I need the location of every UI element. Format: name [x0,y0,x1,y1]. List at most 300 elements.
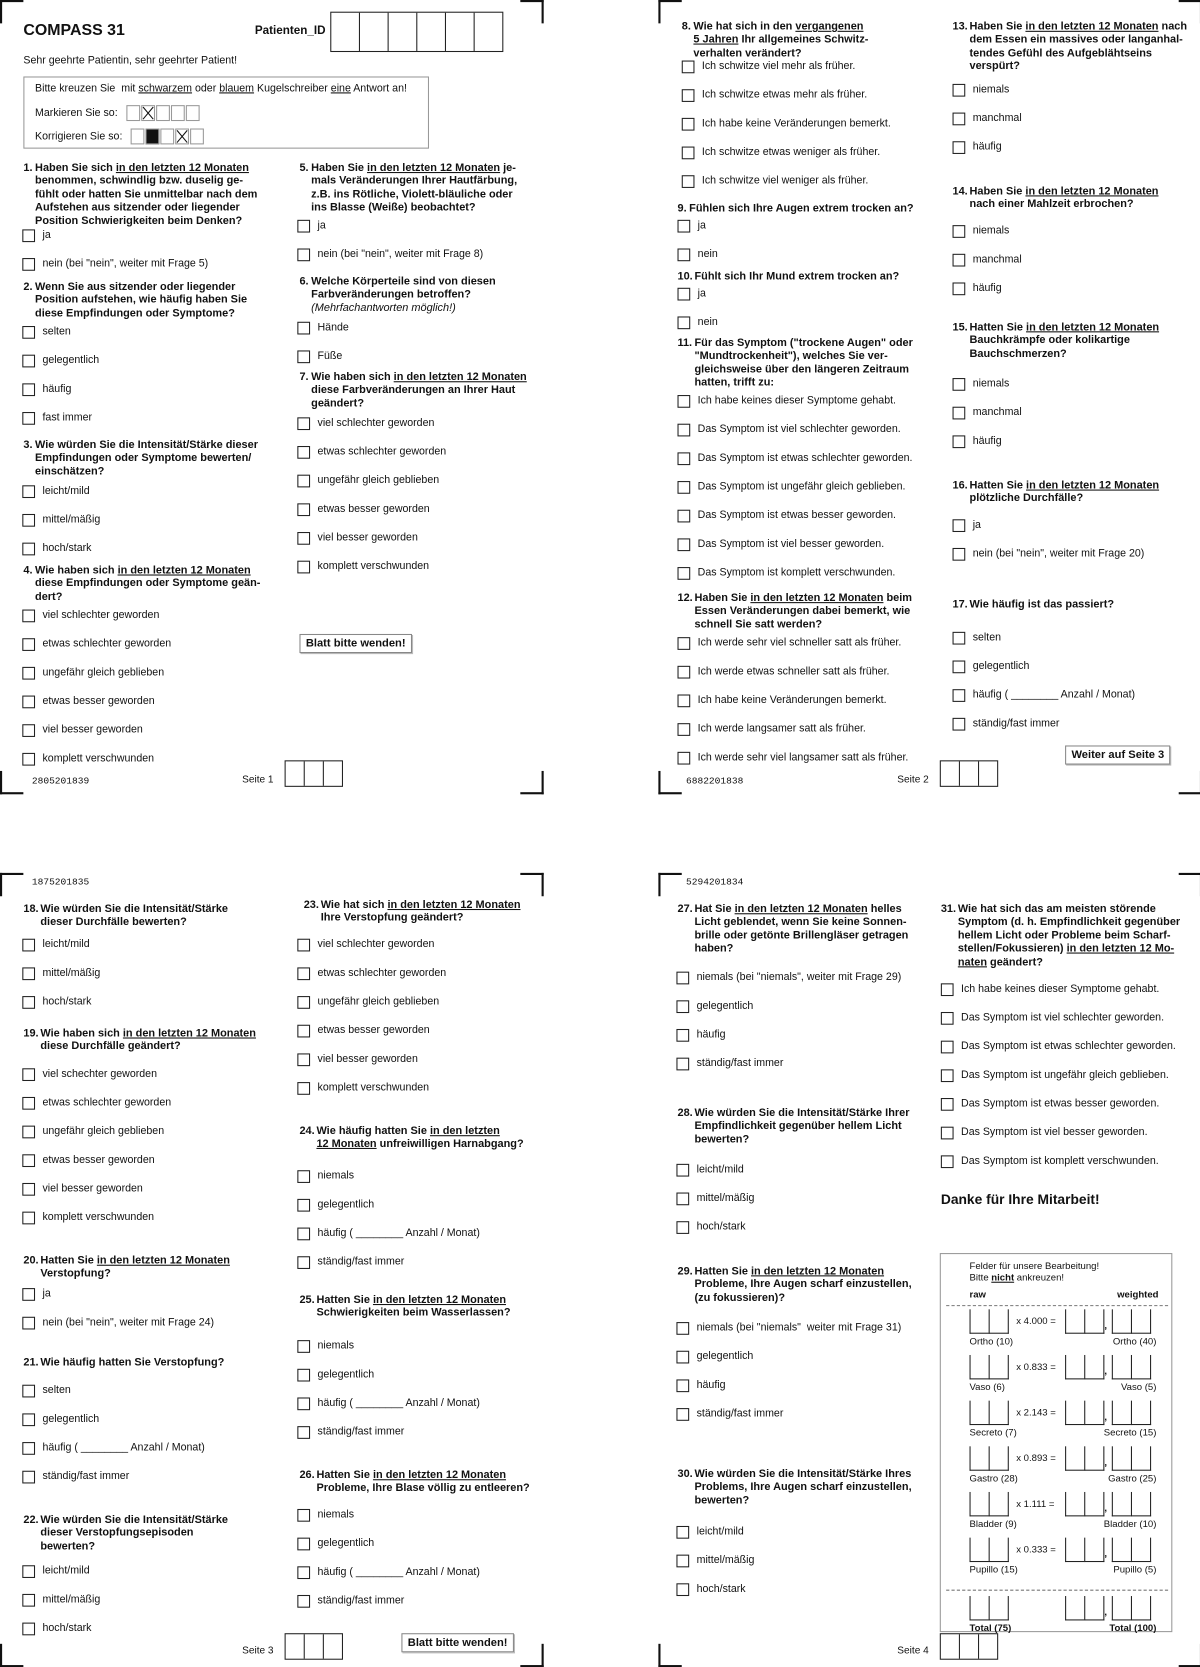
checkbox[interactable] [677,481,690,494]
option-label: häufig ( ________ Anzahl / Monat) [317,1566,480,1578]
checkbox[interactable] [22,355,35,368]
option-label: ungefähr gleich geblieben [42,666,165,679]
checkbox[interactable] [22,696,35,709]
checkbox[interactable] [297,322,310,335]
raw-label: raw [969,1289,986,1300]
option-label: ständig/fast immer [317,1426,405,1438]
checkbox[interactable] [676,972,689,985]
question-number: 29. [677,1265,693,1278]
raw-domain-label: Vaso (6) [969,1381,1005,1393]
question-number: 19. [23,1027,39,1040]
checkbox[interactable] [297,561,310,574]
option-label: Das Symptom ist etwas schlechter geworden. [961,1040,1176,1053]
option-label: manchmal [972,253,1022,266]
checkbox[interactable] [682,175,695,188]
raw-score-boxes [970,1355,1009,1379]
question-2-title [23,281,288,321]
checkbox[interactable] [22,229,35,242]
option-label: gelegentlich [696,1350,754,1363]
checkbox[interactable] [941,1155,954,1168]
page-check-boxes[interactable] [285,760,343,787]
option-label: Das Symptom ist komplett verschwunden. [697,567,896,579]
option-label: nein [697,316,718,329]
registration-mark [0,873,23,896]
checkbox[interactable] [676,1583,689,1596]
checkbox[interactable] [22,1623,35,1636]
question-number: 7. [299,371,309,384]
scoring-note [970,1260,1100,1283]
checkbox[interactable] [677,395,690,408]
checkbox[interactable] [677,567,690,580]
option-label: hoch/stark [42,996,92,1008]
weighted-score-decimal-boxes [1112,1446,1151,1470]
checkbox[interactable] [677,220,690,233]
option-label: viel besser geworden [42,1182,143,1195]
checkbox[interactable] [297,1053,310,1066]
option-label: leicht/mild [696,1525,744,1538]
checkbox[interactable] [941,1127,954,1140]
option-label: etwas schlechter geworden [42,638,172,650]
option-label: Das Symptom ist ungefähr gleich geblieben. [961,1069,1169,1082]
checkbox[interactable] [22,753,35,766]
option-label: viel schlechter geworden [42,609,160,622]
checkbox[interactable] [682,61,695,74]
checkbox[interactable] [297,1340,310,1353]
option-label: ungefähr gleich geblieben [317,474,440,487]
question-number: 26. [299,1469,315,1482]
option-label: Ich schwitze viel mehr als früher. [701,60,856,73]
checkbox[interactable] [677,637,690,650]
checkbox[interactable] [676,1029,689,1042]
option-label: komplett verschwunden [317,560,430,573]
checkbox[interactable] [297,220,310,233]
question-text: Wie würden Sie die Intensität/Stärke dieser Durchfälle bewerten? [40,903,229,929]
option-label: gelegentlich [972,660,1030,673]
option-label: hoch/stark [42,1622,92,1635]
checkbox[interactable] [22,383,35,396]
checkbox[interactable] [297,967,310,980]
checkbox[interactable] [297,350,310,363]
divider [946,1305,1168,1306]
question-18-title [23,904,288,930]
question-10-title [677,271,942,284]
instruction-part: schwarzem [138,82,193,95]
checkbox[interactable] [297,1082,310,1095]
decimal-comma: , [1104,1365,1108,1377]
checkbox[interactable] [22,485,35,498]
checkbox[interactable] [22,1594,35,1607]
checkbox[interactable] [297,1509,310,1522]
question-22-title [23,1514,288,1554]
checkbox[interactable] [953,113,966,126]
weighted-score-decimal-boxes [1112,1596,1151,1620]
checkbox[interactable] [676,1221,689,1234]
checkbox[interactable] [22,1385,35,1398]
question-3-title [23,440,288,480]
question-number: 12. [677,592,693,605]
checkbox[interactable] [297,1256,310,1269]
checkbox[interactable] [941,1098,954,1111]
checkbox[interactable] [682,147,695,160]
checkbox[interactable] [953,378,966,391]
checkbox[interactable] [22,1126,35,1139]
question-text: Haben Sie in den letzten 12 Monaten nach einer Mahlzeit erbrochen? [969,185,1159,211]
question-number: 3. [23,439,33,452]
raw-score-boxes [970,1446,1009,1470]
checkbox[interactable] [297,1025,310,1038]
raw-domain-label: Pupillo (15) [969,1564,1018,1575]
page-check-boxes[interactable] [940,1633,998,1660]
checkbox[interactable] [297,1228,310,1241]
page-number: Seite 2 [897,774,929,786]
option-label: leicht/mild [42,485,90,497]
checkbox[interactable] [22,638,35,651]
checkbox[interactable] [953,225,966,238]
question-5-title [299,162,564,215]
option-label: leicht/mild [42,938,90,951]
score-row [970,1309,1157,1354]
checkbox[interactable] [676,1322,689,1335]
question-text: Hatten Sie in den letzten 12 Monaten plötzliche Durchfälle? [969,479,1160,505]
raw-domain-label: Gastro (28) [969,1472,1018,1484]
checkbox[interactable] [22,667,35,680]
checkbox[interactable] [22,1288,35,1301]
question-number: 4. [23,564,33,577]
question-number: 10. [677,270,693,283]
checkbox[interactable] [22,1183,35,1196]
option-label: viel besser geworden [317,1053,418,1066]
checkbox[interactable] [297,532,310,545]
option-label: manchmal [972,406,1022,419]
checkbox[interactable] [676,1164,689,1177]
checkbox[interactable] [297,248,310,261]
checkbox[interactable] [22,1068,35,1081]
option-label: häufig ( ________ Anzahl / Monat) [972,689,1136,701]
question-12-title [677,593,942,633]
option-label: Das Symptom ist viel besser geworden. [697,538,885,551]
checkbox[interactable] [941,1041,954,1054]
checkbox[interactable] [22,1317,35,1330]
checkbox[interactable] [677,538,690,551]
checkbox[interactable] [677,452,690,465]
checkbox[interactable] [22,1097,35,1110]
checkbox[interactable] [941,1069,954,1082]
question-number: 24. [299,1125,315,1138]
checkbox[interactable] [22,412,35,425]
option-label: Ich habe keine Veränderungen bemerkt. [701,117,891,130]
checkbox[interactable] [297,996,310,1009]
option-label: Ich habe keine Veränderungen bemerkt. [697,694,887,707]
checkbox[interactable] [953,282,966,295]
page-check-boxes[interactable] [285,1633,343,1660]
question-text: Hatten Sie in den letzten 12 Monaten Verstopfung? [40,1255,230,1281]
option-label: hoch/stark [42,542,92,555]
registration-mark [1179,873,1200,896]
checkbox[interactable] [682,118,695,131]
weighted-domain-label: Vaso (5) [1120,1381,1157,1393]
score-row [970,1538,1157,1583]
question-text: Wie häufig hatten Sie Verstopfung? [40,1357,225,1369]
checkbox[interactable] [682,89,695,102]
raw-score-boxes [970,1309,1009,1333]
checkbox[interactable] [953,548,966,561]
weighted-domain-label: Bladder (10) [1103,1518,1157,1530]
page-code: 2805201839 [31,776,90,787]
checkbox[interactable] [677,666,690,679]
option-label: etwas besser geworden [317,503,430,516]
checkbox[interactable] [953,519,966,532]
registration-mark [1179,0,1200,23]
checkbox[interactable] [297,1397,310,1410]
option-label: selten [972,631,1002,644]
checkbox[interactable] [22,1442,35,1455]
question-text: Wie haben sich in den letzten 12 Monaten diese Empfindungen oder Symptome geän- dert? [35,564,261,603]
checkbox[interactable] [677,694,690,707]
option-label: viel besser geworden [317,532,418,544]
question-text: Für das Symptom ("trockene Augen" oder "Mundtrockenheit"), welches Sie ver- gleichsweise über den längeren Zeitraum hatten, trifft zu: [694,337,913,389]
form-title: COMPASS 31 [23,21,125,40]
question-number: 11. [677,337,693,350]
question-note: (Mehrfachantworten möglich!) [311,302,456,315]
checkbox[interactable] [22,326,35,339]
option-label: Das Symptom ist etwas schlechter geworden. [697,452,913,465]
checkbox[interactable] [953,407,966,420]
registration-mark [658,1644,681,1667]
question-text: Wie hat sich das am meisten störende Symptom (d. h. Empfindlichkeit gegenüber hellem Licht oder Probleme beim Scharf- stellen/Fokussieren) in den letzten 12 Mo- naten geändert? [957,903,1181,969]
greeting: Sehr geehrte Patientin, sehr geehrter Patient! [23,55,238,67]
option-label: ja [42,1288,51,1300]
checkbox[interactable] [676,1351,689,1364]
checkbox[interactable] [297,939,310,952]
question-30-title [677,1469,942,1509]
checkbox[interactable] [953,254,966,267]
option-label: ja [317,219,326,232]
checkbox[interactable] [22,724,35,737]
question-text: Wie würden Sie die Intensität/Stärke Ihrer Empfindlichkeit gegenüber hellem Licht bewerten? [694,1107,910,1146]
registration-mark [0,771,23,794]
checkbox[interactable] [297,1538,310,1551]
question-number: 28. [677,1107,693,1120]
option-label: Ich schwitze etwas mehr als früher. [701,89,868,101]
question-text: Haben Sie in den letzten 12 Monaten je- mals Veränderungen Ihrer Hautfärbung, z.B. ins Rötliche, Violett-bläuliche oder ins Blasse (Weiße) beobachtet? [311,162,518,214]
option-label: gelegentlich [42,1413,100,1426]
weighted-score-boxes [1065,1596,1104,1620]
option-label: gelegentlich [317,1198,375,1211]
option-label: etwas schlechter geworden [317,445,447,458]
turn-page-note: Blatt bitte wenden! [401,1633,513,1652]
turn-page-note: Weiter auf Seite 3 [1065,745,1170,764]
page-number: Seite 3 [242,1644,274,1657]
option-label: ständig/fast immer [317,1594,405,1607]
option-label: gelegentlich [42,354,100,367]
option-label: ja [972,519,981,531]
question-number: 13. [952,21,968,33]
checkbox[interactable] [297,1566,310,1579]
option-label: niemals [972,378,1010,390]
option-label: ungefähr gleich geblieben [42,1125,165,1138]
registration-mark [0,0,23,23]
checkbox[interactable] [297,1595,310,1608]
checkbox[interactable] [297,1369,310,1382]
checkbox[interactable] [297,1426,310,1439]
checkbox[interactable] [297,475,310,488]
checkbox[interactable] [676,1193,689,1206]
score-row [970,1355,1157,1400]
patient-id-label: Patienten_ID [254,24,326,38]
question-number: 23. [303,899,319,912]
checkbox[interactable] [676,1555,689,1568]
option-label: leicht/mild [696,1163,744,1176]
checkbox[interactable] [953,689,966,702]
checkbox[interactable] [297,417,310,430]
question-17-title [953,599,1200,612]
checkbox[interactable] [677,248,690,261]
option-label: niemals [972,225,1010,237]
checkbox[interactable] [22,258,35,271]
checkbox[interactable] [676,1000,689,1013]
weighted-score-boxes [1065,1309,1104,1333]
checkbox[interactable] [22,610,35,623]
option-label: ja [42,229,51,242]
checkbox[interactable] [22,1471,35,1484]
option-label: Ich werde langsamer satt als früher. [697,723,866,735]
question-number: 18. [23,903,39,916]
checkbox[interactable] [297,446,310,459]
question-number: 20. [23,1255,39,1267]
question-number: 8. [681,21,691,33]
weighted-domain-label: Pupillo (5) [1113,1564,1157,1575]
checkbox[interactable] [677,424,690,437]
question-number: 16. [952,479,968,492]
option-label: ständig/fast immer [972,717,1060,730]
registration-mark [520,873,543,896]
weighted-score-decimal-boxes [1112,1401,1151,1425]
checkbox[interactable] [941,983,954,996]
question-13-title [953,21,1200,74]
checkbox[interactable] [22,543,35,556]
decimal-comma: , [1104,1548,1108,1559]
decimal-comma: , [1104,1411,1108,1422]
checkbox[interactable] [953,84,966,97]
checkbox[interactable] [22,1154,35,1167]
checkbox[interactable] [676,1379,689,1392]
option-label: komplett verschwunden [42,1211,155,1224]
checkbox[interactable] [677,723,690,736]
question-number: 14. [952,185,968,198]
checkbox[interactable] [953,632,966,645]
scoring-note-line2: Bitte nicht ankreuzen! [969,1272,1065,1283]
mark-label: Markieren Sie so: [35,107,118,120]
weight-factor: x 2.143 = [1016,1407,1056,1418]
patient-id-boxes[interactable] [330,12,503,52]
registration-mark [1179,1644,1200,1667]
raw-domain-label: Ortho (10) [969,1335,1014,1347]
weighted-score-decimal-boxes [1112,1538,1151,1562]
checkbox[interactable] [677,752,690,765]
question-number: 2. [23,281,33,294]
question-20-title [23,1255,288,1281]
checkbox[interactable] [677,316,690,329]
decimal-comma: , [1104,1606,1108,1618]
page-check-boxes[interactable] [940,760,998,787]
question-text: Haben Sie sich in den letzten 12 Monaten benommen, schwindlig bzw. duselig ge- fühlt oder hatten Sie unmittelbar nach dem Aufstehen aus sitzender oder liegender Position Schwierigkeiten beim Denken? [35,162,258,227]
weighted-domain-label: Total (100) [1109,1622,1157,1634]
checkbox[interactable] [22,1565,35,1578]
question-number: 6. [299,276,309,288]
weight-factor: x 0.333 = [1016,1544,1056,1555]
checkbox[interactable] [953,435,966,448]
checkbox[interactable] [22,1212,35,1225]
raw-score-boxes [970,1538,1009,1562]
option-label: ja [697,287,706,300]
checkbox[interactable] [22,1413,35,1426]
weight-factor: x 0.833 = [1016,1361,1056,1372]
question-text: Wie häufig hatten Sie in den letzten 12 Monaten unfreiwilligen Harnabgang? [316,1125,524,1151]
page-code: 6882201838 [685,776,744,787]
option-label: leicht/mild [42,1565,90,1577]
checkbox[interactable] [676,1058,689,1071]
checkbox[interactable] [297,1199,310,1212]
instruction-box [23,76,429,148]
option-label: hoch/stark [696,1221,746,1233]
weighted-score-boxes [1065,1538,1104,1562]
correct-label: Korrigieren Sie so: [35,130,123,143]
question-text: Haben Sie in den letzten 12 Monaten nach dem Essen ein massives oder langanhal- tendes Gefühl des Aufgeblähtseins verspürt? [969,21,1188,73]
question-number: 21. [23,1357,39,1369]
raw-domain-label: Secreto (7) [969,1427,1017,1438]
checkbox[interactable] [677,288,690,301]
option-label: gelegentlich [317,1537,375,1550]
checkbox[interactable] [941,1012,954,1025]
question-text: Wie würden Sie die Intensität/Stärke dieser Empfindungen oder Symptome bewerten/ einschätzen? [35,439,258,478]
option-label: Das Symptom ist etwas besser geworden. [961,1098,1160,1110]
weighted-domain-label: Gastro (25) [1108,1472,1157,1484]
raw-domain-label: Bladder (9) [969,1518,1017,1530]
raw-score-boxes [970,1401,1009,1425]
option-label: nein (bei "nein", weiter mit Frage 24) [42,1316,215,1329]
checkbox[interactable] [676,1526,689,1539]
question-text: Hatten Sie in den letzten 12 Monaten Schwierigkeiten beim Wasserlassen? [316,1294,511,1320]
mark-example [35,105,200,121]
checkbox[interactable] [22,996,35,1009]
option-label: gelegentlich [696,1000,754,1012]
checkbox[interactable] [953,141,966,154]
instruction-text [35,83,407,95]
option-label: niemals [317,1170,355,1182]
checkbox[interactable] [953,661,966,674]
checkbox[interactable] [22,514,35,527]
checkbox[interactable] [297,1170,310,1183]
question-14-title [953,186,1200,212]
option-label: Das Symptom ist viel schlechter geworden. [697,423,901,436]
checkbox[interactable] [297,503,310,516]
registration-mark [658,0,681,23]
weighted-score-boxes [1065,1446,1104,1470]
option-label: ja [697,219,706,232]
option-label: niemals [317,1340,355,1352]
checkbox[interactable] [22,939,35,952]
option-label: Hände [317,321,349,334]
page-number: Seite 1 [242,774,274,786]
question-16-title [953,480,1200,506]
correct-example [35,128,205,144]
checkbox[interactable] [677,510,690,523]
question-number: 22. [23,1514,39,1526]
checkbox[interactable] [953,718,966,731]
checkbox[interactable] [676,1408,689,1421]
checkbox[interactable] [22,967,35,980]
option-label: Ich habe keines dieser Symptome gehabt. [697,395,897,407]
